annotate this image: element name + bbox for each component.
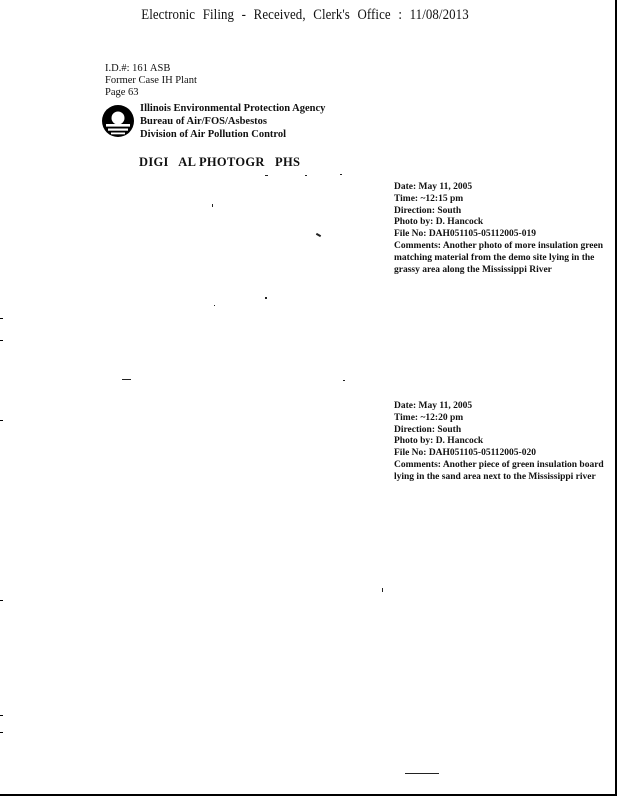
photo-direction: Direction: South bbox=[394, 424, 462, 435]
photo-author: Photo by: D. Hancock bbox=[394, 217, 484, 228]
page-number: Page 63 bbox=[105, 87, 139, 98]
case-name: Former Case IH Plant bbox=[105, 75, 197, 86]
id-number: I.D.#: 161 ASB bbox=[105, 63, 171, 74]
photo-file-number: File No: DAH051105-05112005-020 bbox=[394, 448, 536, 459]
document-title: DIGI AL PHOTOGR PHS bbox=[139, 155, 301, 169]
photo-caption-2 bbox=[394, 401, 609, 484]
photo-date: Date: May 11, 2005 bbox=[394, 182, 473, 192]
photo-file-number: File No: DAH051105-05112005-019 bbox=[394, 229, 536, 240]
filing-stamp: Electronic Filing - Received, Clerk's Office : 11/08/2013 bbox=[141, 7, 469, 23]
agency-logo-icon bbox=[101, 104, 135, 138]
document-references bbox=[105, 63, 197, 99]
agency-division: Division of Air Pollution Control bbox=[140, 129, 287, 140]
scan-edge-marks bbox=[0, 300, 4, 800]
photo-comments: Comments: Another piece of green insulation board lying in the sand area next to the Mississippi river bbox=[394, 459, 604, 482]
agency-bureau: Bureau of Air/FOS/Asbestos bbox=[140, 116, 267, 127]
photo-date: Date: May 11, 2005 bbox=[394, 401, 473, 411]
photo-time: Time: ~12:15 pm bbox=[394, 193, 464, 204]
photo-time: Time: ~12:20 pm bbox=[394, 412, 464, 423]
photo-direction: Direction: South bbox=[394, 205, 462, 216]
photo-author: Photo by: D. Hancock bbox=[394, 436, 484, 447]
agency-name: Illinois Environmental Protection Agency bbox=[140, 103, 326, 114]
photo-comments: Comments: Another photo of more insulation green matching material from the demo site lying in the grassy area along the Mississippi River bbox=[394, 240, 603, 275]
photo-caption-1 bbox=[394, 182, 609, 276]
